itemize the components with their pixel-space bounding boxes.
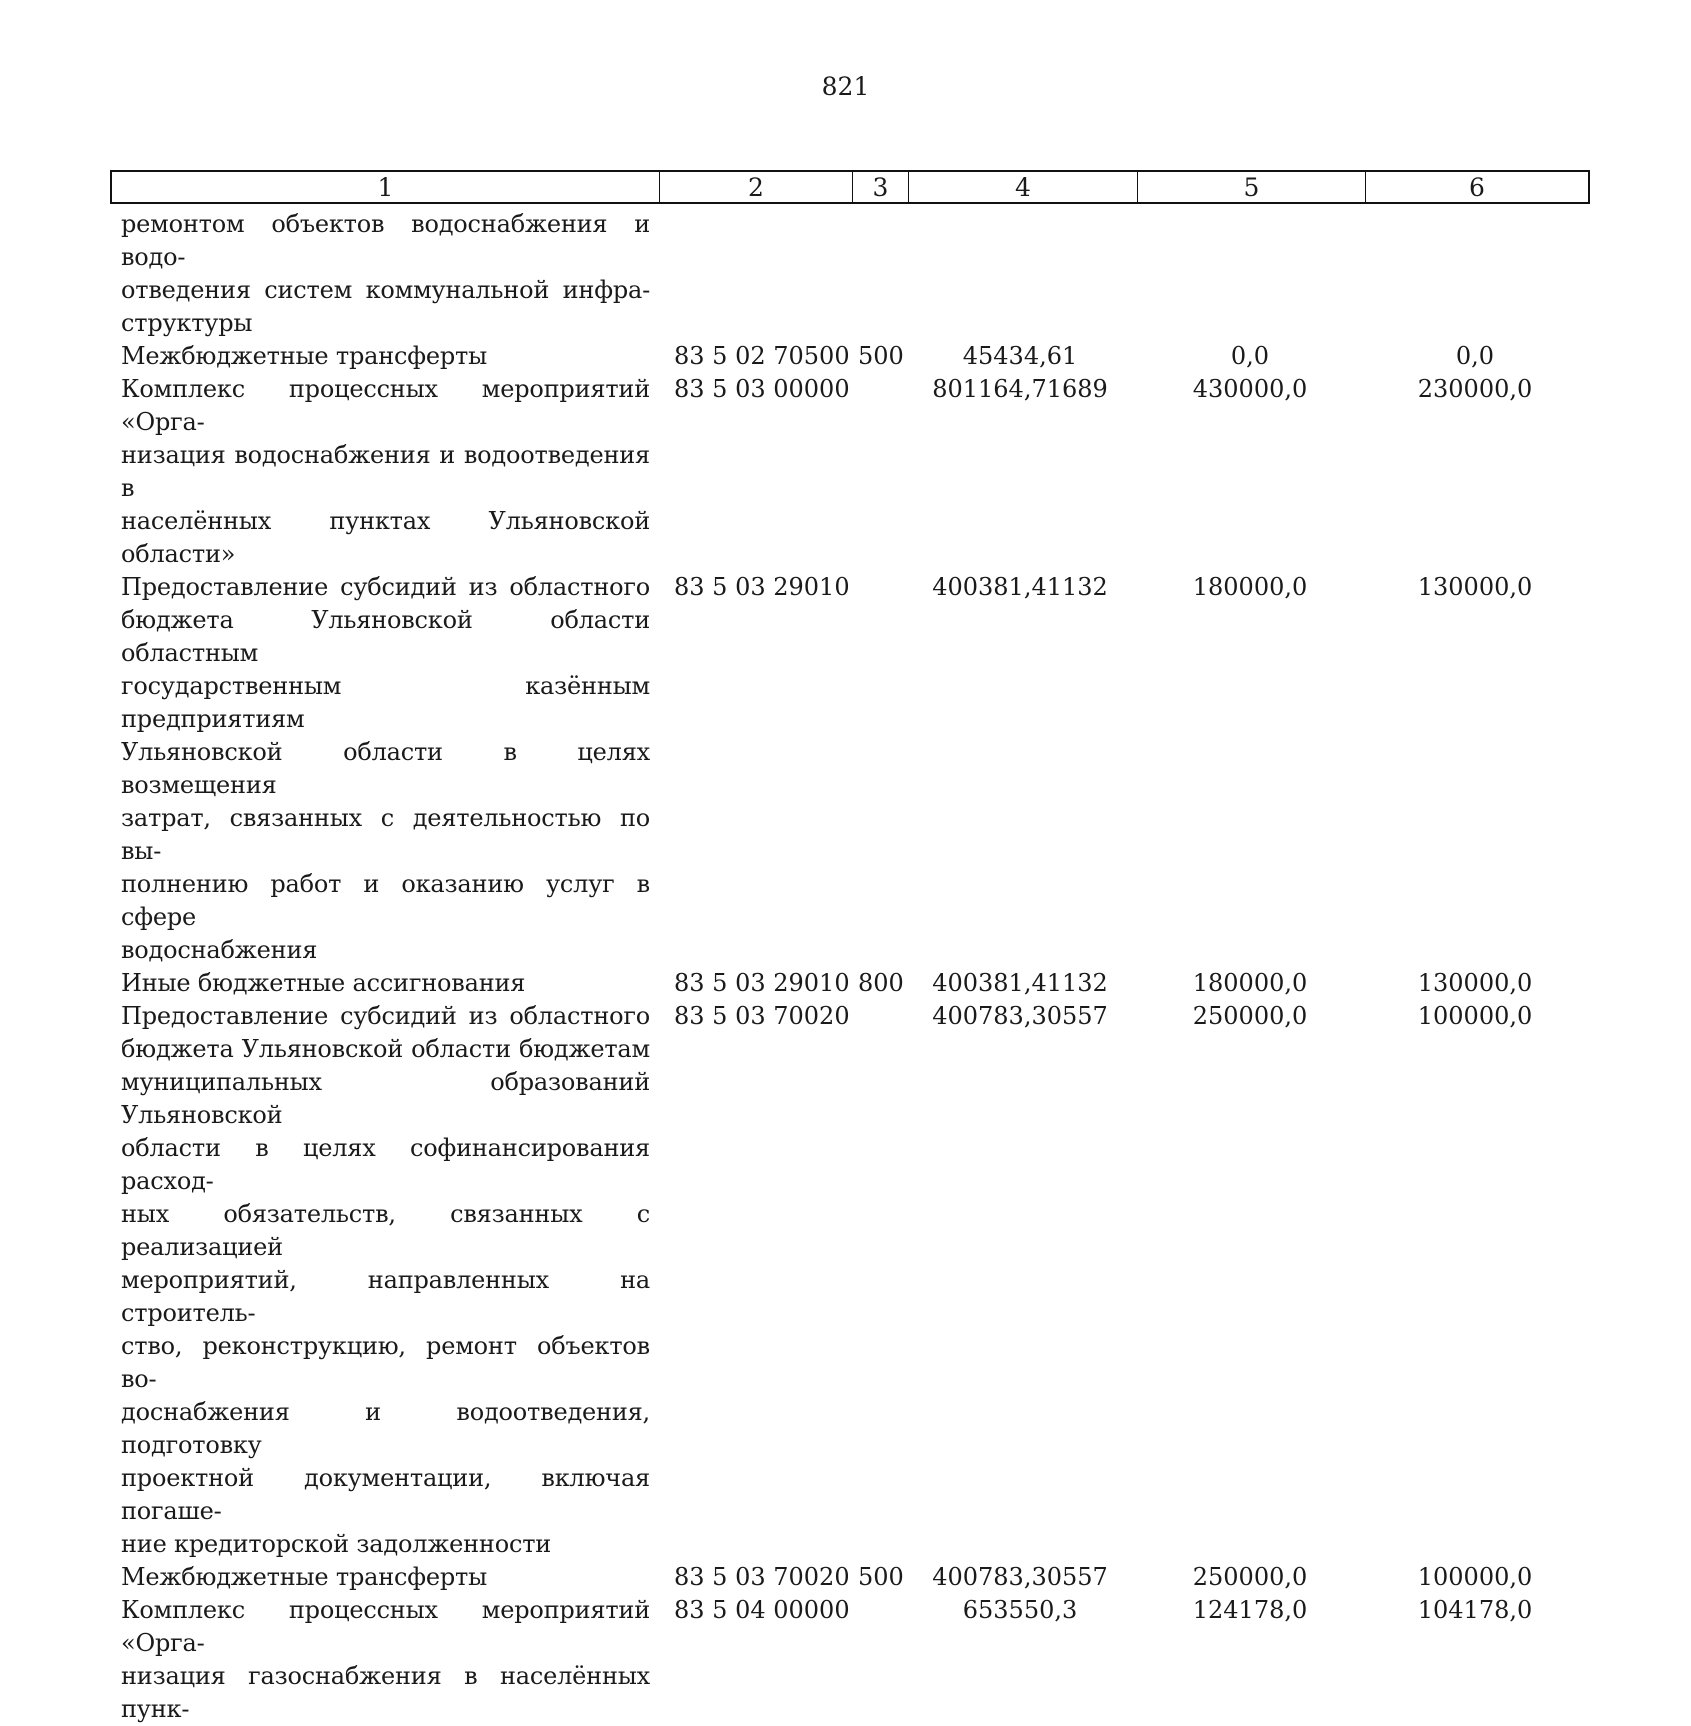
row-value-5: 124178,0 bbox=[1192, 1596, 1308, 1624]
row-code: 83 5 02 70500 bbox=[674, 342, 850, 370]
row-value-4: 400381,41132 bbox=[932, 573, 1108, 601]
row-value-6: 104178,0 bbox=[1417, 1596, 1533, 1624]
row-description: Межбюджетные трансферты bbox=[121, 342, 487, 370]
table-row bbox=[0, 1000, 1691, 1561]
row-value-5: 250000,0 bbox=[1192, 1563, 1308, 1591]
header-col-6: 6 bbox=[1469, 172, 1485, 202]
row-description: Комплекс процессных мероприятий «Орга- низация водоснабжения и водоотведения в населённых пунктах Ульяновской области» bbox=[121, 375, 650, 568]
table-row bbox=[0, 373, 1691, 571]
row-value-5: 250000,0 bbox=[1192, 1002, 1308, 1030]
row-value-5: 180000,0 bbox=[1192, 969, 1308, 997]
table-row bbox=[0, 340, 1691, 373]
row-type: 500 bbox=[858, 342, 904, 370]
header-col-4: 4 bbox=[909, 172, 1138, 202]
row-value-4: 45434,61 bbox=[962, 342, 1078, 370]
row-description: Предоставление субсидий из областного бюджета Ульяновской области бюджетам муниципальных образований Ульяновской области в целях софинансирования расход- ных обязательств, связанных с реализацией мероприятий, направленных на строитель- ство, реконструкцию, ремонт объектов во- доснабжения и водоотведения, подготовку проектной документации, включая погаше- ние кредиторской задолженности bbox=[121, 1002, 650, 1558]
row-value-4: 400783,30557 bbox=[932, 1563, 1108, 1591]
row-value-6: 0,0 bbox=[1455, 342, 1495, 370]
row-description: Предоставление субсидий из областного бюджета Ульяновской области областным государственным казённым предприятиям Ульяновской области в целях возмещения затрат, связанных с деятельностью по вы- полнению работ и оказанию услуг в сфере водоснабжения bbox=[121, 573, 650, 964]
row-value-6: 230000,0 bbox=[1417, 375, 1533, 403]
table-body bbox=[0, 208, 1691, 1726]
row-value-6: 130000,0 bbox=[1417, 969, 1533, 997]
row-value-5: 0,0 bbox=[1230, 342, 1270, 370]
row-code: 83 5 04 00000 bbox=[674, 1596, 850, 1624]
header-col-3: 3 bbox=[853, 172, 909, 202]
row-type: 500 bbox=[858, 1563, 904, 1591]
table-row bbox=[0, 571, 1691, 967]
row-description: ремонтом объектов водоснабжения и водо- отведения систем коммунальной инфра- структуры bbox=[121, 210, 650, 337]
row-value-6: 100000,0 bbox=[1417, 1563, 1533, 1591]
table-row bbox=[0, 1594, 1691, 1726]
row-value-4: 801164,71689 bbox=[932, 375, 1108, 403]
table-row bbox=[0, 1561, 1691, 1594]
table-row bbox=[0, 208, 1691, 340]
row-code: 83 5 03 29010 bbox=[674, 969, 850, 997]
row-type: 800 bbox=[858, 969, 904, 997]
header-col-5: 5 bbox=[1138, 172, 1366, 202]
row-value-5: 180000,0 bbox=[1192, 573, 1308, 601]
row-code: 83 5 03 00000 bbox=[674, 375, 850, 403]
row-code: 83 5 03 70020 bbox=[674, 1563, 850, 1591]
row-value-6: 100000,0 bbox=[1417, 1002, 1533, 1030]
header-col-2: 2 bbox=[660, 172, 853, 202]
row-description: Комплекс процессных мероприятий «Орга- низация газоснабжения в населённых пунк- bbox=[121, 1596, 650, 1723]
row-value-4: 653550,3 bbox=[962, 1596, 1078, 1624]
table-row bbox=[0, 967, 1691, 1000]
row-description: Межбюджетные трансферты bbox=[121, 1563, 487, 1591]
row-code: 83 5 03 29010 bbox=[674, 573, 850, 601]
row-value-4: 400381,41132 bbox=[932, 969, 1108, 997]
row-value-5: 430000,0 bbox=[1192, 375, 1308, 403]
header-col-1: 1 bbox=[112, 172, 660, 202]
row-description: Иные бюджетные ассигнования bbox=[121, 969, 526, 997]
row-code: 83 5 03 70020 bbox=[674, 1002, 850, 1030]
table-header bbox=[110, 170, 1590, 204]
page-number: 821 bbox=[821, 72, 870, 101]
row-value-6: 130000,0 bbox=[1417, 573, 1533, 601]
row-value-4: 400783,30557 bbox=[932, 1002, 1108, 1030]
